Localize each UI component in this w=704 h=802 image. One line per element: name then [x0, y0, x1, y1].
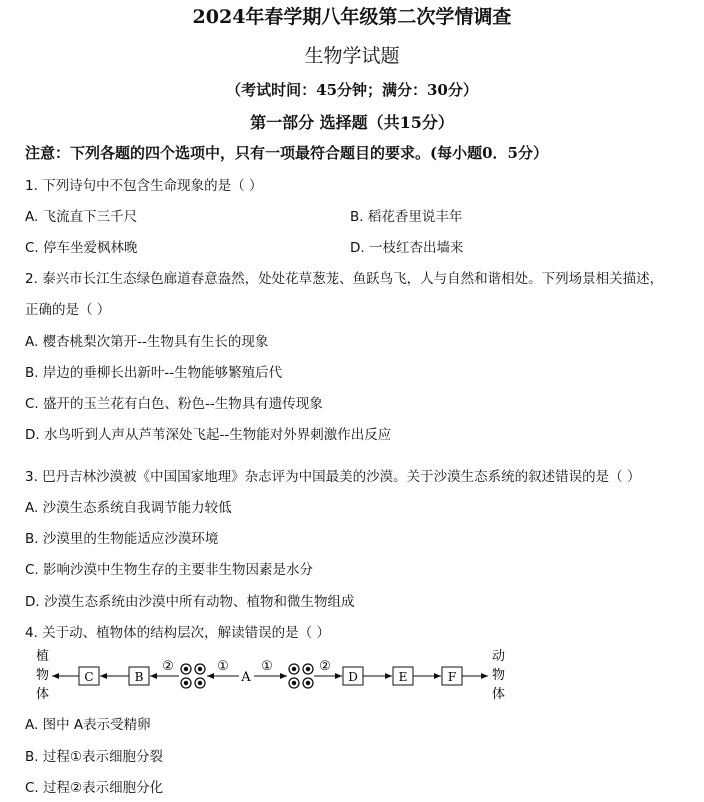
question-1-option-a: A. 飞流直下三千尺 — [25, 209, 138, 225]
cell-cluster-right — [289, 664, 313, 688]
exam-subtitle: 生物学试题 — [304, 45, 400, 67]
step-2-marker-left: ② — [162, 659, 174, 674]
question-3-option-d: D. 沙漠生态系统由沙漠中所有动物、植物和微生物组成 — [25, 594, 355, 610]
box-f-label: F — [447, 670, 457, 684]
part-title: 第一部分 选择题（共15分） — [250, 113, 454, 132]
question-4-option-c: C. 过程②表示细胞分化 — [25, 780, 164, 796]
question-2-option-b: B. 岸边的垂柳长出新叶--生物能够繁殖后代 — [25, 365, 283, 381]
question-3-option-b: B. 沙漠里的生物能适应沙漠环境 — [25, 531, 219, 547]
question-2-option-a: A. 樱杏桃梨次第开--生物具有生长的现象 — [25, 334, 269, 350]
center-a-label: A — [241, 670, 251, 685]
question-1-option-c: C. 停车坐爱枫林晚 — [25, 240, 138, 256]
question-2-option-d: D. 水鸟听到人声从芦苇深处飞起--生物能对外界刺激作出反应 — [25, 427, 392, 443]
question-1-option-b: B. 稻花香里说丰年 — [350, 209, 463, 225]
plant-label-char-1: 植 — [36, 649, 50, 664]
box-b-label: B — [134, 670, 144, 684]
question-3-option-a: A. 沙漠生态系统自我调节能力较低 — [25, 500, 232, 516]
question-2-stem-line1: 2. 泰兴市长江生态绿色廊道春意盎然，处处花草葱茏、鱼跃鸟飞，人与自然和谐相处。下列场景相关描述， — [25, 271, 664, 287]
notice-text: 注意：下列各题的四个选项中，只有一项最符合题目的要求。(每小题0．5分） — [25, 144, 548, 162]
plant-label-char-3: 体 — [36, 687, 50, 702]
question-2-option-c: C. 盛开的玉兰花有白色、粉色--生物具有遗传现象 — [25, 396, 323, 412]
exam-title: 2024年春学期八年级第二次学情调查 — [192, 6, 512, 28]
animal-label-char-2: 物 — [492, 668, 506, 683]
structure-level-diagram — [30, 648, 530, 706]
animal-label-char-1: 动 — [492, 649, 506, 664]
question-4-option-a: A. 图中 A表示受精卵 — [25, 717, 151, 733]
question-3-stem: 3. 巴丹吉林沙漠被《中国国家地理》杂志评为中国最美的沙漠。关于沙漠生态系统的叙述错误的是（ ） — [25, 469, 641, 485]
plant-label-char-2: 物 — [36, 668, 50, 683]
animal-label-char-3: 体 — [492, 687, 506, 702]
step-1-marker-left: ① — [217, 659, 229, 674]
question-4-stem: 4. 关于动、植物体的结构层次，解读错误的是（ ） — [25, 625, 330, 641]
step-2-marker-right: ② — [319, 659, 331, 674]
question-1-option-d: D. 一枝红杏出墙来 — [350, 240, 464, 256]
question-4-option-b: B. 过程①表示细胞分裂 — [25, 749, 163, 765]
question-3-option-c: C. 影响沙漠中生物生存的主要非生物因素是水分 — [25, 562, 314, 578]
box-e-label: E — [398, 670, 408, 684]
step-1-marker-right: ① — [261, 659, 273, 674]
question-2-stem-line2: 正确的是（ ） — [25, 302, 111, 318]
box-d-label: D — [348, 670, 358, 684]
exam-info: （考试时间：45分钟；满分：30分） — [226, 81, 478, 99]
question-1-stem: 1. 下列诗句中不包含生命现象的是（ ） — [25, 178, 263, 194]
cell-cluster-left — [181, 664, 205, 688]
box-c-label: C — [84, 670, 94, 684]
